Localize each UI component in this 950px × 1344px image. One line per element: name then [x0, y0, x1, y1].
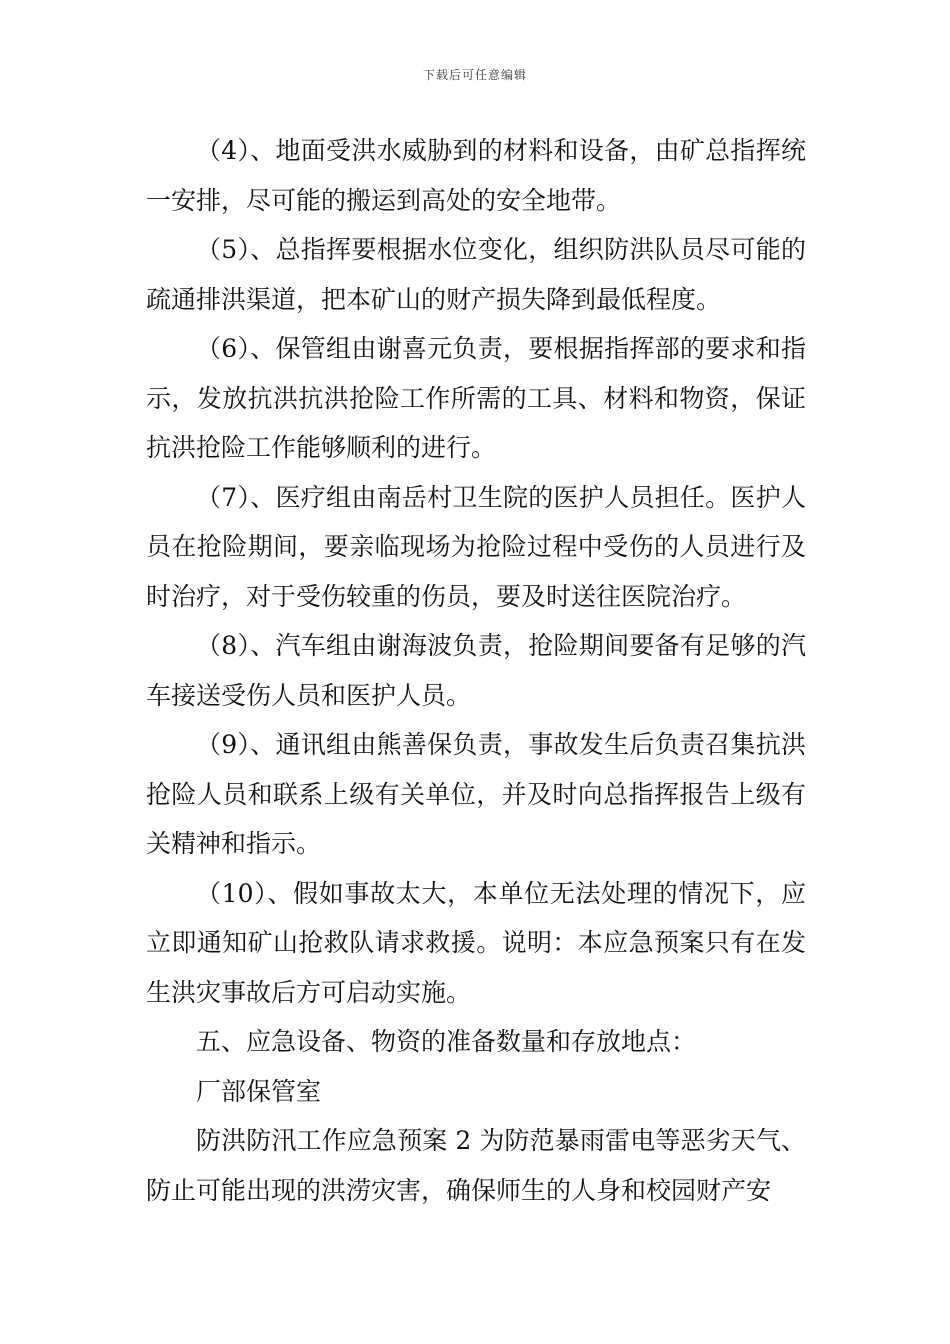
paragraph-item-10: （10）、假如事故太大，本单位无法处理的情况下，应立即通知矿山抢救队请求救援。说明：本应急预案只有在发生洪灾事故后方可启动实施。: [146, 878, 806, 1007]
section-heading-5: 五、应急设备、物资的准备数量和存放地点：: [196, 1027, 697, 1056]
paragraph-item-7: （7）、医疗组由南岳村卫生院的医护人员担任。医护人员在抢险期间，要亲临现场为抢险过程中受伤的人员进行及时治疗，对于受伤较重的伤员，要及时送往医院治疗。: [146, 482, 806, 611]
paragraph-item-8: （8）、汽车组由谢海波负责，抢险期间要备有足够的汽车接送受伤人员和医护人员。: [146, 631, 806, 710]
paragraph-item-9: （9）、通讯组由熊善保负责，事故发生后负责召集抗洪抢险人员和联系上级有关单位，并及时向总指挥报告上级有关精神和指示。: [146, 730, 806, 858]
storage-location: 厂部保管室: [196, 1076, 322, 1106]
paragraph-item-6: （6）、保管组由谢喜元负责，要根据指挥部的要求和指示，发放抗洪抗洪抢险工作所需的工具、材料和物资，保证抗洪抢险工作能够顺利的进行。: [146, 334, 806, 462]
document-body: [146, 126, 806, 1215]
paragraph-item-5: （5）、总指挥要根据水位变化，组织防洪队员尽可能的疏通排洪渠道，把本矿山的财产损失降到最低程度。: [146, 235, 806, 314]
paragraph-plan-2: 防洪防汛工作应急预案 2 为防范暴雨雷电等恶劣天气、防止可能出现的洪涝灾害，确保师生的人身和校园财产安: [146, 1126, 806, 1205]
paragraph-item-4: （4）、地面受洪水威胁到的材料和设备，由矿总指挥统一安排，尽可能的搬运到高处的安全地带。: [146, 136, 806, 215]
page-header-note: 下载后可任意编辑: [422, 68, 527, 82]
